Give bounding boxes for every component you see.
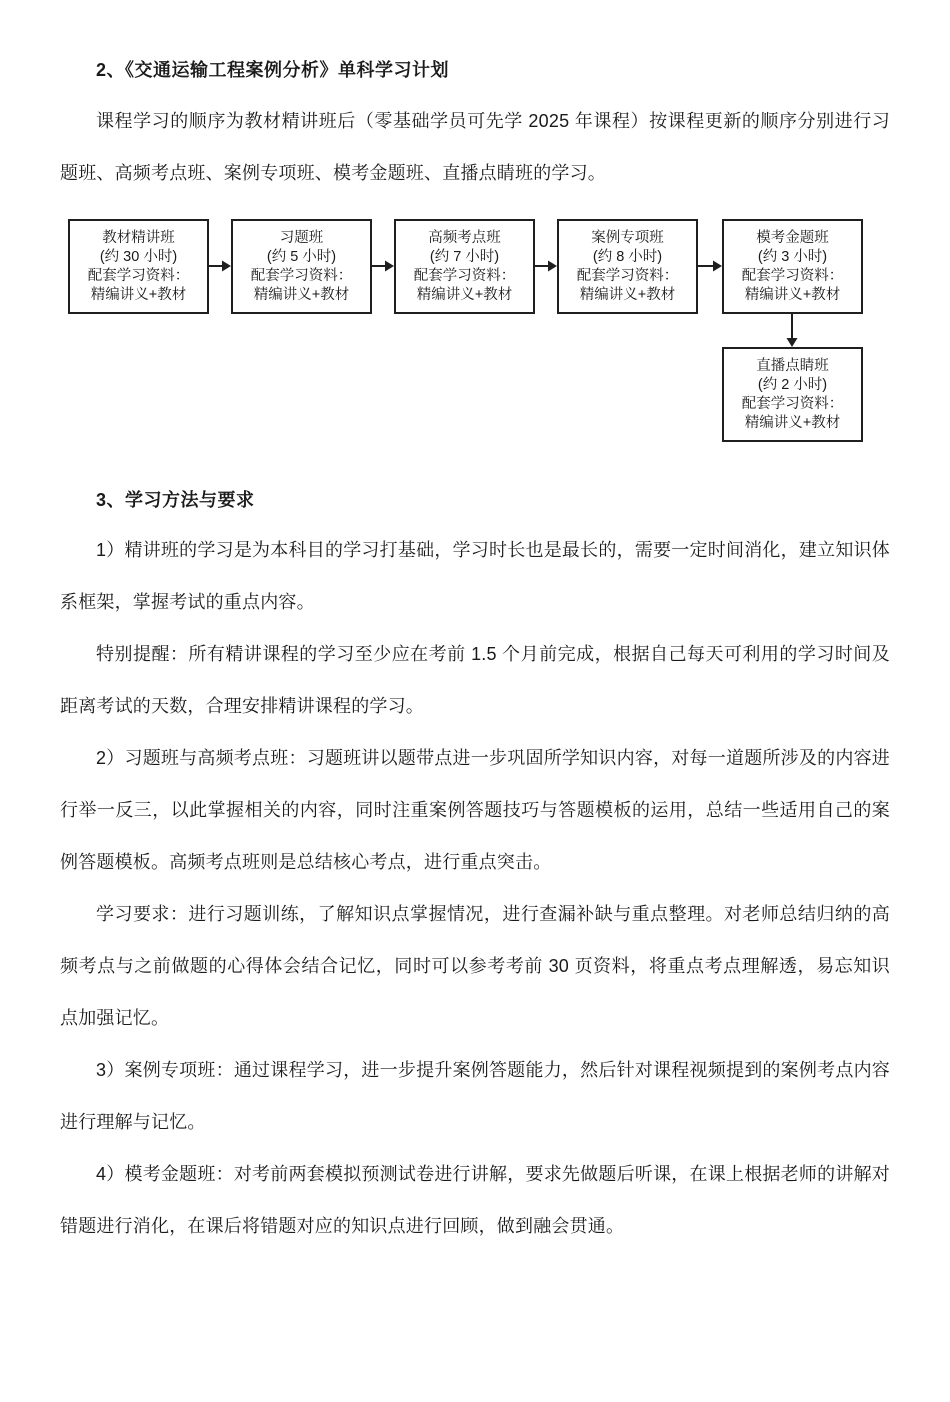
flow-box-name: 模考金题班 bbox=[756, 229, 829, 246]
section3-heading: 3、学习方法与要求 bbox=[96, 490, 255, 510]
method-paragraph-reminder: 特别提醒：所有精讲课程的学习至少应在考前 1.5 个月前完成，根据自己每天可利用的学习时间及距离考试的天数，合理安排精讲课程的学习。 bbox=[60, 644, 890, 716]
flow-box-materials-label: 配套学习资料： bbox=[741, 267, 844, 284]
flow-box-duration: (约 2 小时) bbox=[757, 376, 828, 393]
flow-box-materials: 精编讲义+教材 bbox=[579, 286, 676, 303]
flow-box-materials: 精编讲义+教材 bbox=[253, 286, 350, 303]
arrow-down-icon bbox=[785, 314, 799, 347]
flow-box-materials: 精编讲义+教材 bbox=[416, 286, 513, 303]
flow-box-duration: (约 3 小时) bbox=[757, 248, 828, 265]
flow-box-xiti bbox=[231, 219, 372, 314]
flow-box-name: 教材精讲班 bbox=[102, 229, 175, 246]
flow-box-materials-label: 配套学习资料： bbox=[87, 267, 190, 284]
section2-intro-paragraph: 课程学习的顺序为教材精讲班后（零基础学员可先学 2025 年课程）按课程更新的顺序分别进行习题班、高频考点班、案例专项班、模考金题班、直播点睛班的学习。 bbox=[60, 111, 890, 183]
arrow-right-icon bbox=[209, 259, 231, 273]
flow-box-anli-zhuanxiang bbox=[557, 219, 698, 314]
flow-box-duration: (约 8 小时) bbox=[592, 248, 663, 265]
flow-box-materials: 精编讲义+教材 bbox=[744, 286, 841, 303]
arrow-right-icon bbox=[698, 259, 722, 273]
arrow-right-icon bbox=[372, 259, 394, 273]
method-paragraph-2: 2）习题班与高频考点班：习题班讲以题带点进一步巩固所学知识内容，对每一道题所涉及的内容进行举一反三，以此掌握相关的内容，同时注重案例答题技巧与答题模板的运用，总结一些适用自己的案例答题模板。高频考点班则是总结核心考点，进行重点突击。 bbox=[60, 748, 890, 872]
arrow-right-icon bbox=[535, 259, 557, 273]
section2-heading: 2、《交通运输工程案例分析》单科学习计划 bbox=[96, 60, 450, 80]
flow-box-materials-label: 配套学习资料： bbox=[413, 267, 516, 284]
method-paragraph-1: 1）精讲班的学习是为本科目的学习打基础，学习时长也是最长的，需要一定时间消化，建立知识体系框架，掌握考试的重点内容。 bbox=[60, 540, 890, 612]
flow-box-zhibo-dianjing bbox=[722, 347, 863, 442]
method-paragraph-4: 4）模考金题班：对考前两套模拟预测试卷进行讲解，要求先做题后听课，在课上根据老师的讲解对错题进行消化，在课后将错题对应的知识点进行回顾，做到融会贯通。 bbox=[60, 1164, 890, 1236]
document-page bbox=[0, 58, 950, 1252]
flow-box-name: 案例专项班 bbox=[591, 229, 664, 246]
flow-box-duration: (约 30 小时) bbox=[99, 248, 178, 265]
flow-box-jiaocai-jingjiang bbox=[68, 219, 209, 314]
flow-box-materials: 精编讲义+教材 bbox=[744, 414, 841, 431]
method-paragraph-requirements: 学习要求：进行习题训练，了解知识点掌握情况，进行查漏补缺与重点整理。对老师总结归纳的高频考点与之前做题的心得体会结合记忆，同时可以参考考前 30 页资料，将重点考点理解透，易忘知识点加强记忆。 bbox=[60, 904, 890, 1028]
flow-box-name: 直播点睛班 bbox=[756, 357, 829, 374]
flow-box-materials-label: 配套学习资料： bbox=[250, 267, 353, 284]
flow-box-materials-label: 配套学习资料： bbox=[576, 267, 679, 284]
flow-box-duration: (约 7 小时) bbox=[429, 248, 500, 265]
flow-box-mokao-jinti bbox=[722, 219, 863, 314]
flow-box-duration: (约 5 小时) bbox=[266, 248, 337, 265]
flow-box-name: 习题班 bbox=[279, 229, 324, 246]
flow-box-gaopin-kaodian bbox=[394, 219, 535, 314]
course-flowchart bbox=[60, 219, 890, 442]
flow-box-name: 高频考点班 bbox=[428, 229, 501, 246]
flow-box-materials-label: 配套学习资料： bbox=[741, 395, 844, 412]
method-paragraph-3: 3）案例专项班：通过课程学习，进一步提升案例答题能力，然后针对课程视频提到的案例考点内容进行理解与记忆。 bbox=[60, 1060, 890, 1132]
flow-box-materials: 精编讲义+教材 bbox=[90, 286, 187, 303]
